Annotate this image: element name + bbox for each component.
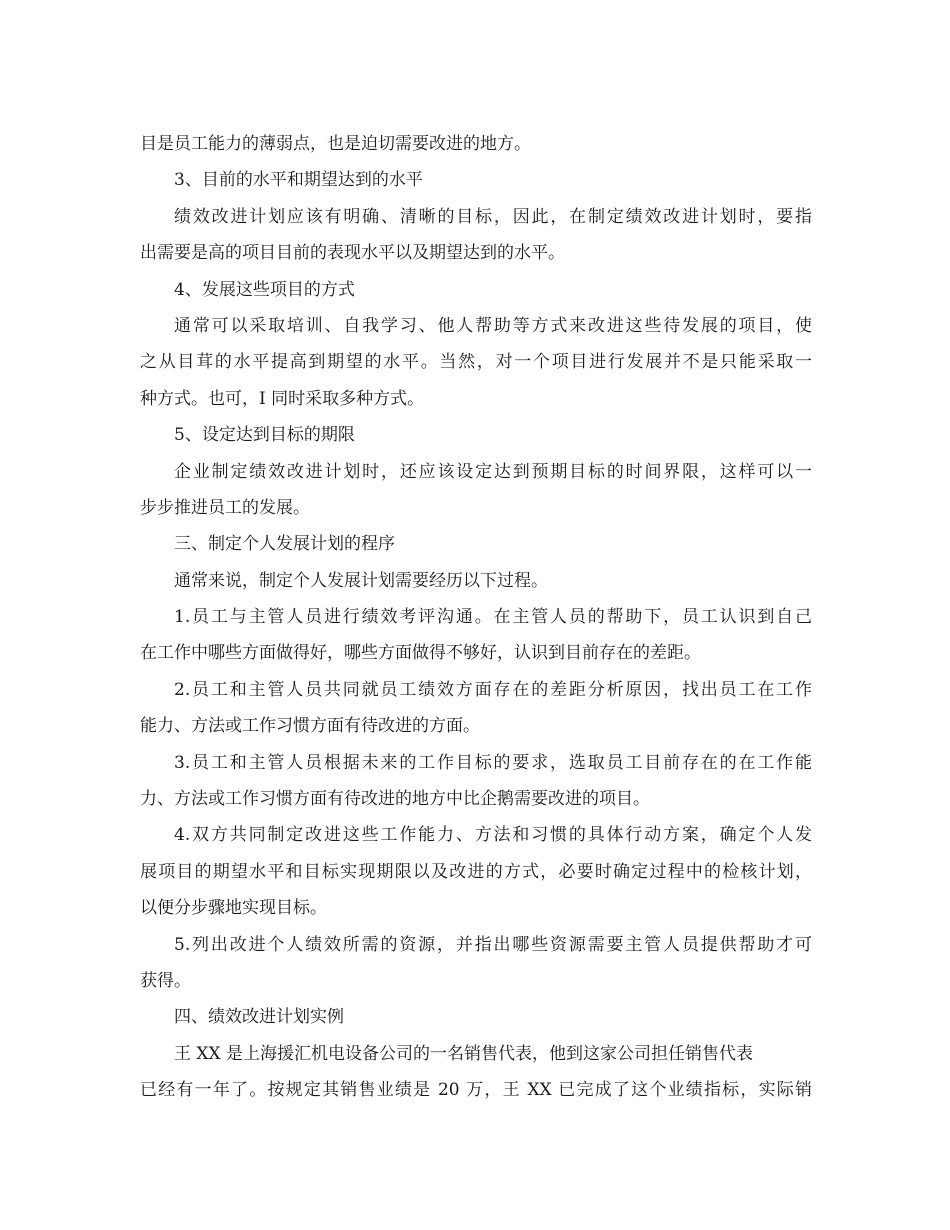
text-line: 展项目的期望水平和目标实现期限以及改进的方式，必要时确定过程中的检核计划，	[140, 861, 812, 882]
text-line: 之从目茸的水平提高到期望的水平。当然，对一个项目进行发展并不是只能采取一	[140, 352, 812, 373]
text-line: 目是员工能力的薄弱点，也是迫切需要改进的地方。	[140, 134, 531, 154]
text-line: 出需要是高的项目目前的表现水平以及期望达到的水平。	[140, 243, 565, 264]
text-line: 企业制定绩效改进计划时，还应该设定达到预期目标的时间界限，这样可以一	[174, 461, 812, 482]
text-line: 三、制定个人发展计划的程序	[174, 534, 395, 555]
text-line: 力、方法或工作习惯方面有待改进的地方中比企鹅需要改进的项目。	[140, 789, 650, 810]
text-line: 5.列出改进个人绩效所需的资源，并指出哪些资源需要主管人员提供帮助才可	[174, 934, 812, 955]
document-body	[140, 126, 812, 1109]
text-line: 获得。	[140, 970, 191, 991]
text-line: 绩效改进计划应该有明确、清晰的目标，因此，在制定绩效改进计划时，要指	[174, 206, 812, 227]
text-line: 4、发展这些项目的方式	[174, 279, 355, 300]
text-line: 能力、方法或工作习惯方面有待改进的方面。	[140, 716, 480, 737]
text-line: 王 XX 是上海援汇机电设备公司的一名销售代表，他到这家公司担任销售代表	[174, 1043, 754, 1064]
text-line: 步步推进员工的发展。	[140, 497, 310, 518]
text-line: 已经有一年了。按规定其销售业绩是 20 万，王 XX 已完成了这个业绩指标，实际销	[140, 1080, 812, 1101]
text-line: 3、目前的水平和期望达到的水平	[174, 170, 423, 191]
text-line: 四、绩效改进计划实例	[174, 1007, 344, 1028]
text-line: 3.员工和主管人员根据未来的工作目标的要求，选取员工目前存在的在工作能	[174, 752, 812, 773]
text-line: 以便分步骤地实现目标。	[140, 898, 327, 919]
text-line: 通常来说，制定个人发展计划需要经历以下过程。	[174, 570, 548, 591]
text-line: 5、设定达到目标的期限	[174, 425, 355, 446]
text-line: 2.员工和主管人员共同就员工绩效方面存在的差距分析原因，找出员工在工作	[174, 679, 812, 700]
text-line: 通常可以采取培训、自我学习、他人帮助等方式来改进这些待发展的项目，使	[174, 315, 812, 336]
text-line: 种方式。也可，I 同时采取多种方式。	[140, 388, 425, 409]
text-line: 4.双方共同制定改进这些工作能力、方法和习惯的具体行动方案，确定个人发	[174, 825, 812, 846]
text-line: 1.员工与主管人员进行绩效考评沟通。在主管人员的帮助下，员工认识到自己	[174, 607, 812, 628]
text-line: 在工作中哪些方面做得好，哪些方面做得不够好，认识到目前存在的差距。	[140, 643, 701, 664]
